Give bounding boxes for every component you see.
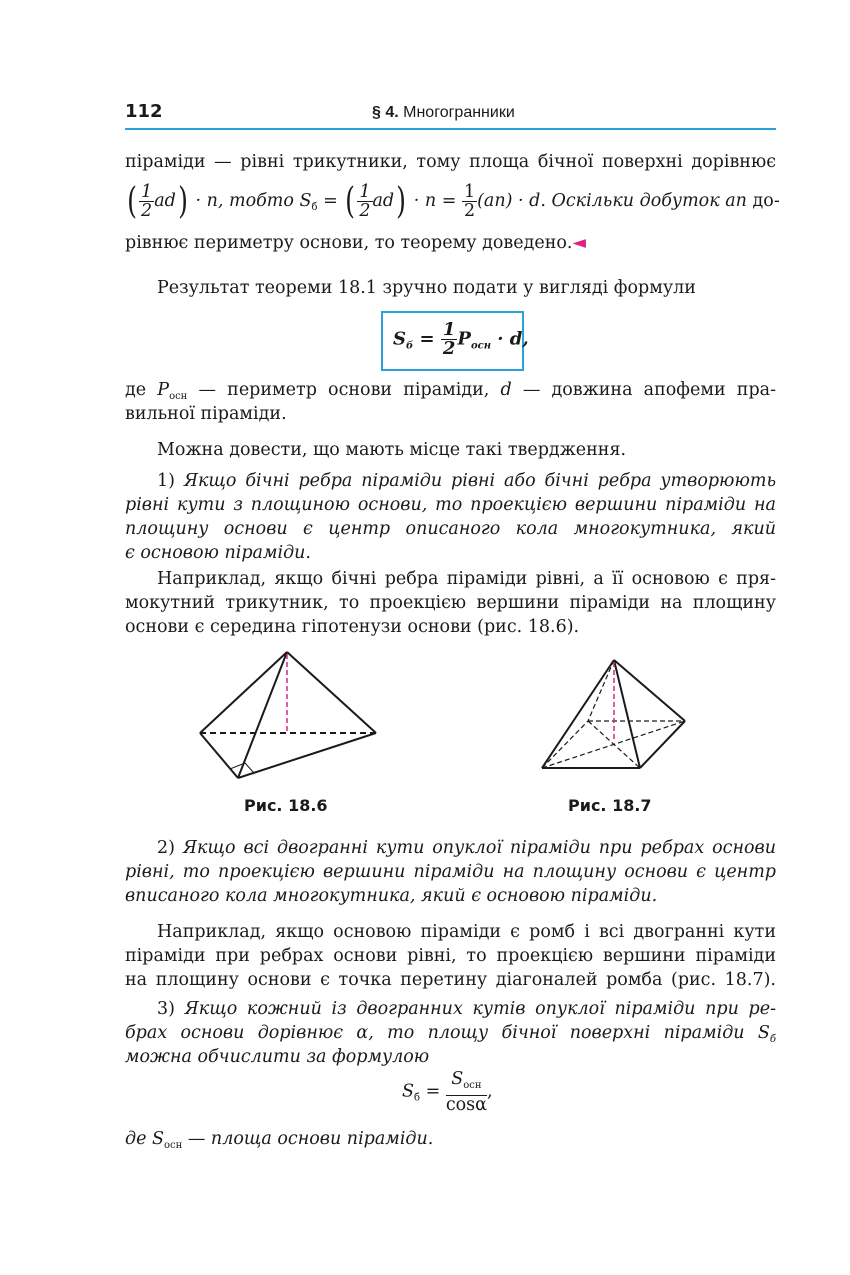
fig2-edge	[542, 660, 614, 768]
para1-line1: піраміди — рівні трикутники, тому площа бічної поверхні дорівнює	[125, 152, 776, 172]
stmt1-line1: 1) Якщо бічні ребра піраміди рівні або бічні ребра утворюють	[157, 471, 776, 491]
fig1-edge	[200, 652, 287, 733]
para3-line2: вильної піраміди.	[125, 404, 287, 424]
final-line: де $S_{осн}$ — площа основи піраміди.	[125, 1129, 434, 1151]
example1-line1: Наприклад, якщо бічні ребра піраміди рівні, а її основою є пря-	[157, 569, 776, 589]
example1-line2: мокутний трикутник, то проекцією вершини піраміди на площину	[125, 593, 776, 613]
fig1-edge	[238, 733, 376, 778]
stmt3-line3: можна обчислити за формулою	[125, 1047, 430, 1067]
fig1-caption: Рис. 18.6	[244, 796, 328, 815]
page-number: 112	[125, 101, 163, 122]
fig2-edge	[640, 721, 685, 768]
figure-18-6	[190, 645, 390, 785]
para1-line2: ( $\frac{1}{2}$ ad) · n, тобто $S_б$ = ( $\frac{1}{2}$ ad) · n = $\frac{1}{2}$ (an) · d. Оскільки добуток an до-	[127, 180, 780, 222]
boxed-formula: $S_б$ = $\frac{1}{2}$ $P_{осн} \cdot d$,	[381, 311, 524, 371]
end-of-proof-mark: ◄	[572, 233, 586, 253]
fig1-edge	[287, 652, 376, 733]
para3-line1: де $P_{осн}$ — периметр основи піраміди, d — довжина апофеми пра-	[125, 380, 776, 402]
stmt1-line2: рівні кути з площиною основи, то проекцією вершини піраміди на	[125, 495, 776, 515]
stmt1-line4: є основою піраміди.	[125, 543, 311, 563]
fig2-caption: Рис. 18.7	[568, 796, 652, 815]
fig1-edge	[238, 652, 287, 778]
para1-line3: рівнює периметру основи, то теорему доведено.◄	[125, 233, 586, 253]
para2-line1: Результат теореми 18.1 зручно подати у вигляді формули	[157, 278, 696, 298]
header-rule	[125, 128, 776, 130]
stmt1-line3: площину основи є центр описаного кола многокутника, який	[125, 519, 776, 539]
fig2-edge	[614, 660, 640, 768]
example2-line1: Наприклад, якщо основою піраміди є ромб і всі двогранні кути	[157, 922, 776, 942]
formula-lateral-area: $S_б$ = $\frac{S_{осн}}{\cos\alpha}$ ,	[402, 1069, 493, 1115]
figure-18-7	[535, 655, 695, 775]
fig2-hidden-edge	[588, 660, 614, 721]
stmt3-line2: брах основи дорівнює α, то площу бічної поверхні піраміди $S_б$	[125, 1023, 776, 1045]
example1-line3: основи є середина гіпотенузи основи (рис. 18.6).	[125, 617, 580, 637]
para4-line1: Можна довести, що мають місце такі твердження.	[157, 440, 627, 460]
fig2-edge	[614, 660, 685, 721]
stmt2-line2: рівні, то проекцією вершини піраміди на площину основи є центр	[125, 862, 776, 882]
section-title: Многогранники	[403, 104, 515, 121]
section-label: § 4.	[372, 104, 399, 121]
stmt2-line1: 2) Якщо всі двогранні кути опуклої піраміди при ребрах основи	[157, 838, 776, 858]
stmt2-line3: вписаного кола многокутника, який є основою піраміди.	[125, 886, 658, 906]
example2-line2: піраміди при ребрах основи рівні, то проекцією вершини піраміди	[125, 946, 776, 966]
fig1-edge	[200, 733, 238, 778]
stmt3-line1: 3) Якщо кожний із двогранних кутів опуклої піраміди при ре-	[157, 999, 776, 1019]
example2-line3: на площину основи є точка перетину діагоналей ромба (рис. 18.7).	[125, 970, 776, 990]
running-header	[372, 104, 515, 122]
